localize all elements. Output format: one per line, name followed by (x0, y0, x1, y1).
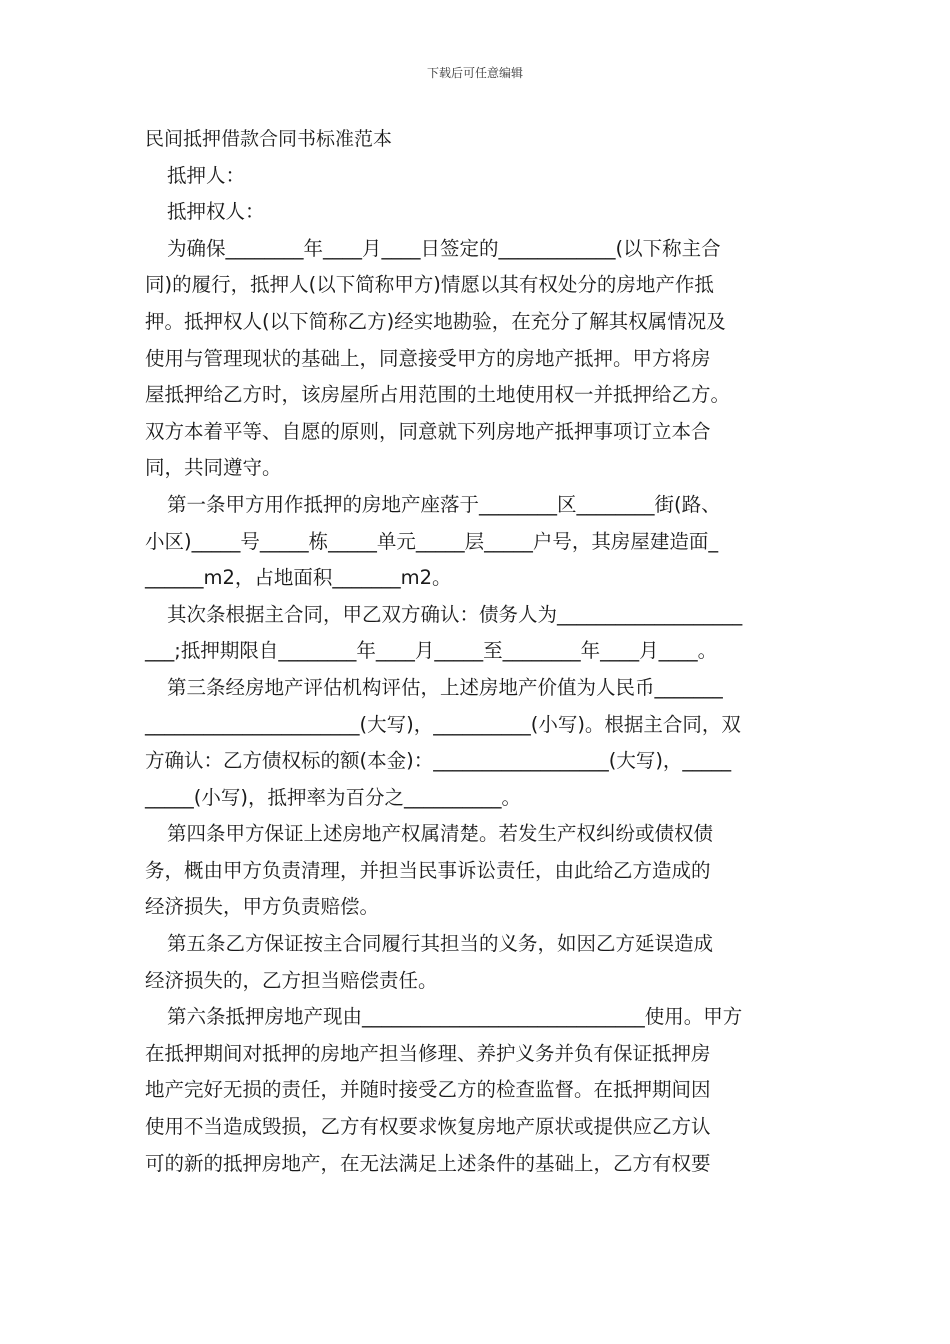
article-1-line: 小区)_____号_____栋_____单元_____层_____户号，其房屋建造面_ (145, 529, 719, 553)
preamble-line: 双方本着平等、自愿的原则，同意就下列房地产抵押事项订立本合 (145, 419, 711, 443)
article-3-line: _____(小写)，抵押率为百分之__________。 (145, 785, 521, 809)
article-5-line: 经济损失的，乙方担当赔偿责任。 (145, 968, 438, 992)
article-4-line: 经济损失，甲方负责赔偿。 (145, 895, 380, 919)
article-4-line: 务，概由甲方负责清理，并担当民事诉讼责任，由此给乙方造成的 (145, 858, 711, 882)
article-3-line: 第三条经房地产评估机构评估，上述房地产价值为人民币_______ (167, 675, 723, 699)
preamble-line: 使用与管理现状的基础上，同意接受甲方的房地产抵押。甲方将房 (145, 346, 711, 370)
preamble-line: 屋抵押给乙方时，该房屋所占用范围的土地使用权一并抵押给乙方。 (145, 383, 731, 407)
mortgagor-label: 抵押人： (167, 163, 246, 187)
preamble-line: 押。抵押权人(以下简称乙方)经实地勘验，在充分了解其权属情况及 (145, 309, 726, 333)
article-5-line: 第五条乙方保证按主合同履行其担当的义务，如因乙方延误造成 (167, 932, 714, 956)
article-6-line: 可的新的抵押房地产，在无法满足上述条件的基础上，乙方有权要 (145, 1151, 711, 1175)
article-4-line: 第四条甲方保证上述房地产权属清楚。若发生产权纠纷或债权债 (167, 822, 714, 846)
article-6-line: 第六条抵押房地产现由_____________________________使用。甲方 (167, 1005, 743, 1029)
preamble-line: 为确保________年____月____日签定的____________(以下称主合 (167, 236, 721, 260)
article-6-line: 地产完好无损的责任，并随时接受乙方的检查监督。在抵押期间因 (145, 1078, 711, 1102)
document-title: 民间抵押借款合同书标准范本 (145, 128, 393, 150)
mortgagee-label: 抵押权人： (167, 200, 265, 224)
preamble-line: 同，共同遵守。 (145, 456, 282, 480)
preamble-line: 同)的履行，抵押人(以下简称甲方)情愿以其有权处分的房地产作抵 (145, 273, 714, 297)
page-header: 下载后可任意编辑 (426, 66, 523, 80)
article-2-line: ___;抵押期限自________年____月_____至________年____月____。 (145, 639, 718, 663)
article-3-line: ______________________(大写)，__________(小写)。根据主合同，双 (145, 712, 741, 736)
article-2-line: 其次条根据主合同，甲乙双方确认：债务人为___________________ (167, 602, 743, 626)
article-3-line: 方确认：乙方债权标的额(本金)：__________________(大写)，_____ (145, 749, 732, 773)
article-6-line: 在抵押期间对抵押的房地产担当修理、养护义务并负有保证抵押房 (145, 1041, 711, 1065)
article-6-line: 使用不当造成毁损，乙方有权要求恢复房地产原状或提供应乙方认 (145, 1115, 711, 1139)
document-body (145, 121, 812, 1182)
article-1-line: ______m2，占地面积_______m2。 (145, 566, 452, 590)
article-1-line: 第一条甲方用作抵押的房地产座落于________区________街(路、 (167, 492, 721, 516)
